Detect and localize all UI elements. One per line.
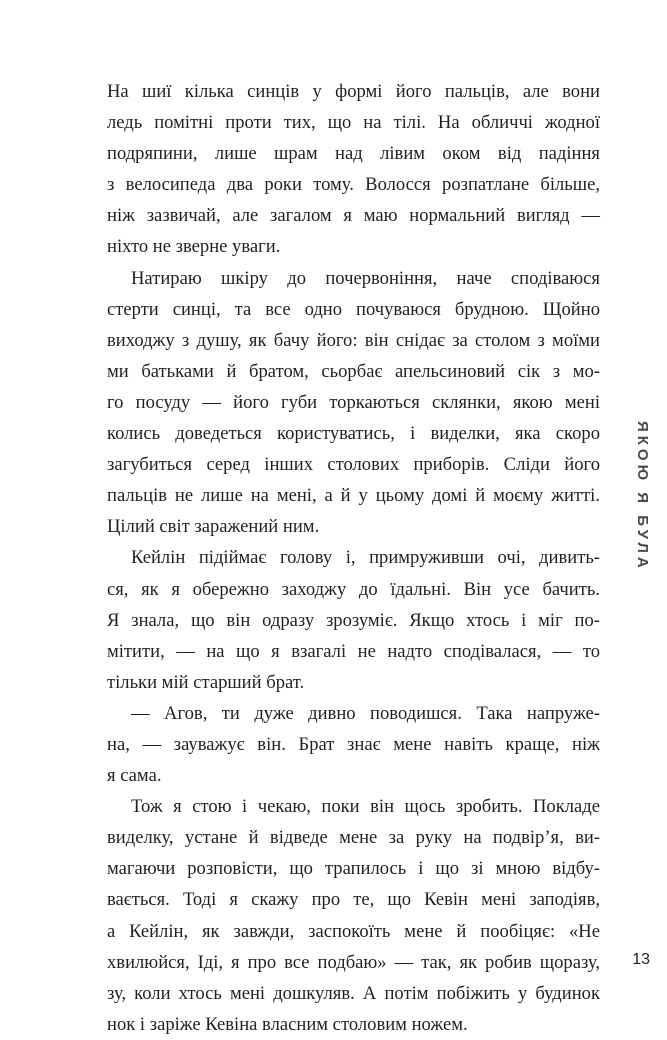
text-line: тільки мій старший брат. bbox=[107, 671, 305, 693]
text-line: стерти синці, та все одно почуваюся брудною. Щойно bbox=[107, 298, 600, 320]
text-line: виходжу з душу, як бачу його: він снідає за столом з моїми bbox=[107, 329, 600, 351]
text-line: зу, коли хтось мені дошкуляв. А потім побіжить у будинок bbox=[107, 982, 600, 1004]
text-line: Я знала, що він одразу зрозуміє. Якщо хтось і міг по- bbox=[107, 609, 600, 631]
text-line: вається. Тоді я скажу про те, що Кевін мені заподіяв, bbox=[107, 889, 600, 911]
running-head: ЯКОЮ Я БУЛА bbox=[634, 421, 651, 572]
page-number: 13 bbox=[632, 951, 650, 968]
text-line: з велосипеда два роки тому. Волосся розпатлане більше, bbox=[107, 174, 600, 196]
text-line: Цілий світ заражений ним. bbox=[107, 516, 320, 538]
text-line: Кейлін підіймає голову і, примруживши очі, дивить- bbox=[131, 547, 600, 569]
text-line: ніхто не зверне уваги. bbox=[107, 236, 281, 258]
text-line: колись доведеться користуватись, і виделки, яка скоро bbox=[107, 423, 600, 445]
text-line: На шиї кілька синців у формі його пальців, але вони bbox=[107, 81, 600, 102]
text-line: ніж зазвичай, але загалом я маю нормальний вигляд — bbox=[107, 205, 600, 227]
text-line: ледь помітні проти тих, що на тілі. На обличчі жодної bbox=[107, 112, 600, 134]
text-line: — Агов, ти дуже дивно поводишся. Така напруже- bbox=[131, 702, 600, 724]
text-line: виделку, устане й відведе мене за руку на подвір’я, ви- bbox=[107, 827, 600, 849]
text-line: на, — зауважує він. Брат знає мене навіть краще, ніж bbox=[107, 733, 600, 755]
text-line: мітити, — на що я взагалі не надто сподівалася, — то bbox=[107, 640, 600, 662]
text-line: я сама. bbox=[107, 765, 162, 787]
text-line: ся, як я обережно заходжу до їдальні. Він усе бачить. bbox=[107, 578, 600, 600]
text-line: Натираю шкіру до почервоніння, наче сподіваюся bbox=[131, 267, 600, 289]
text-line: го посуду — його губи торкаються склянки, якою мені bbox=[107, 391, 600, 413]
text-line: нок і заріже Кевіна власним столовим ножем. bbox=[107, 1013, 468, 1035]
text-line: магаючи розповісти, що трапилось і що зі мною відбу- bbox=[107, 858, 600, 880]
text-line: ми батьками й братом, сьорбає апельсиновий сік з мо- bbox=[107, 360, 600, 382]
text-line: пальців не лише на мені, а й у цьому домі й моєму житті. bbox=[107, 485, 600, 507]
body-text bbox=[107, 76, 600, 1040]
text-line: загубиться серед інших столових приборів. Сліди його bbox=[107, 454, 600, 476]
text-line: Тож я стою і чекаю, поки він щось зробить. Покладе bbox=[131, 796, 600, 818]
text-line: а Кейлін, як завжди, заспокоїть мене й пообіцяє: «Не bbox=[107, 920, 600, 942]
text-line: хвилюйся, Іді, я про все подбаю» — так, як робив щоразу, bbox=[107, 951, 600, 973]
text-line: подряпини, лише шрам над лівим оком від падіння bbox=[107, 143, 600, 165]
